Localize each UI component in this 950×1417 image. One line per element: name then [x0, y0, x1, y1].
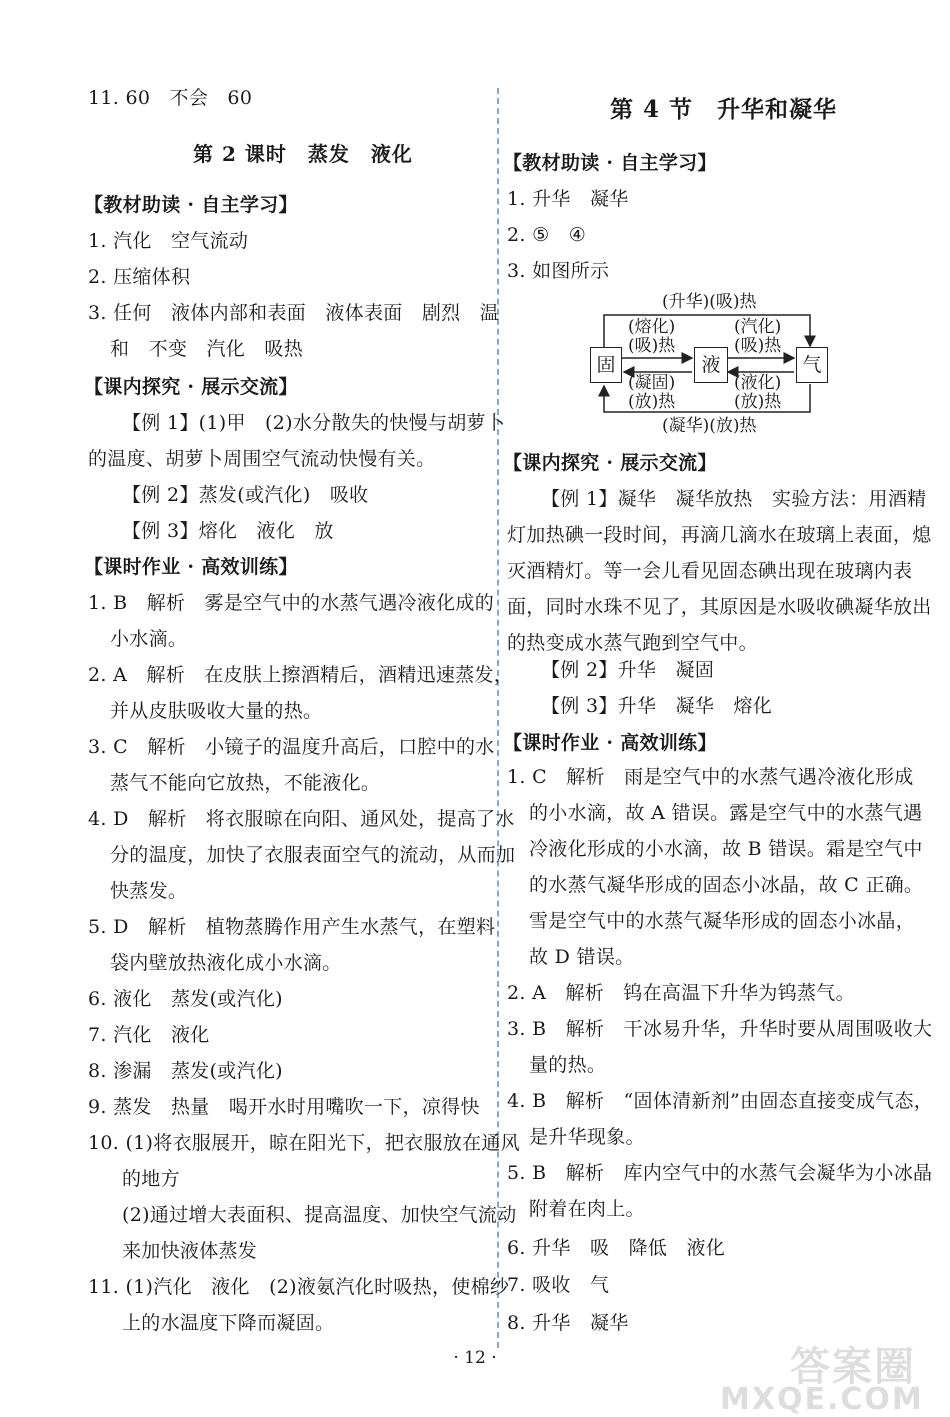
- label-melting: (熔化): [628, 317, 676, 337]
- example-line: 面，同时水珠不见了，其原因是水吸收碘凝华放出: [507, 596, 932, 618]
- question-line: 的小水滴，故 A 错误。露是空气中的水蒸气遇: [529, 802, 923, 824]
- page-number: · 12 ·: [453, 1348, 497, 1368]
- answer-line: 2. 压缩体积: [88, 266, 191, 288]
- question-line: 2. A 解析 在皮肤上擦酒精后，酒精迅速蒸发，: [88, 664, 514, 686]
- phase-change-diagram: [590, 290, 830, 440]
- example-line: 灭酒精灯。等一会儿看见固态碘出现在玻璃内表: [507, 560, 913, 582]
- state-liquid: 液: [694, 347, 728, 383]
- label-sublimation: (升华)(吸)热: [662, 292, 757, 312]
- question-line: 快蒸发。: [110, 880, 188, 902]
- example-line: 【例 2】蒸发(或汽化) 吸收: [122, 484, 369, 506]
- question-line: 11. (1)汽化 液化 (2)液氨汽化时吸热，使棉纱: [88, 1276, 510, 1298]
- question-line: 2. A 解析 钨在高温下升华为钨蒸气。: [507, 982, 855, 1004]
- example-line: 【例 3】升华 凝华 熔化: [541, 695, 773, 717]
- heading-study: 【教材助读 · 自主学习】: [84, 194, 298, 216]
- question-line: 7. 汽化 液化: [88, 1024, 210, 1046]
- label-condensation: (液化): [734, 373, 782, 393]
- question-line: 5. D 解析 植物蒸腾作用产生水蒸气，在塑料: [88, 916, 496, 938]
- question-line: 6. 液化 蒸发(或汽化): [88, 988, 283, 1010]
- question-line: 小水滴。: [110, 628, 188, 650]
- section-title: 第 4 节 升华和凝华: [610, 96, 838, 123]
- heading-homework: 【课时作业 · 高效训练】: [503, 732, 717, 754]
- answer-line: 1. 汽化 空气流动: [88, 230, 249, 252]
- question-line: 7. 吸收 气: [507, 1274, 610, 1296]
- heading-explore: 【课内探究 · 展示交流】: [84, 376, 298, 398]
- example-line: 【例 1】凝华 凝华放热 实验方法：用酒精: [541, 488, 927, 510]
- label-freezing: (凝固): [628, 373, 676, 393]
- question-line: 并从皮肤吸收大量的热。: [110, 700, 323, 722]
- answer-line: 3. 如图所示: [507, 260, 610, 282]
- question-line: 4. B 解析 “固体清新剂”由固态直接变成气态，: [507, 1090, 934, 1112]
- top-answer: 11. 60 不会 60: [88, 87, 253, 109]
- question-line: 附着在肉上。: [529, 1198, 645, 1220]
- label-vaporization: (汽化): [734, 317, 782, 337]
- example-line: 【例 2】升华 凝固: [541, 659, 715, 681]
- question-line: 1. B 解析 雾是空气中的水蒸气遇冷液化成的: [88, 592, 495, 614]
- label-vaporization-heat: (吸)热: [734, 336, 782, 356]
- state-solid: 固: [590, 347, 622, 383]
- label-condensation-heat: (放)热: [734, 392, 782, 412]
- watermark-url: MXQE.COM: [720, 1382, 924, 1417]
- example-line: 【例 3】熔化 液化 放: [122, 520, 334, 542]
- heading-homework: 【课时作业 · 高效训练】: [84, 556, 298, 578]
- answer-line: 2. ⑤ ④: [507, 224, 587, 246]
- question-line: 4. D 解析 将衣服晾在向阳、通风处，提高了水: [88, 808, 515, 830]
- section-title: 第 2 课时 蒸发 液化: [193, 142, 413, 166]
- question-line: 来加快液体蒸发: [122, 1240, 258, 1262]
- label-deposition: (凝华)(放)热: [662, 416, 757, 436]
- question-line: 8. 升华 凝华: [507, 1312, 629, 1334]
- question-line: 袋内壁放热液化成小水滴。: [110, 952, 342, 974]
- watermark-logo: 答案圈: [790, 1344, 916, 1390]
- example-line: 的热变成水蒸气跑到空气中。: [507, 632, 758, 654]
- heading-explore: 【课内探究 · 展示交流】: [503, 452, 717, 474]
- answer-line: 和 不变 汽化 吸热: [110, 338, 304, 360]
- answer-line: 3. 任何 液体内部和表面 液体表面 剧烈 温: [88, 302, 500, 324]
- question-line: 分的温度，加快了衣服表面空气的流动，从而加: [110, 844, 516, 866]
- question-line: 3. B 解析 干冰易升华，升华时要从周围吸收大: [507, 1018, 933, 1040]
- question-line: 量的热。: [529, 1054, 607, 1076]
- example-line: 灯加热碘一段时间，再滴几滴水在玻璃上表面，熄: [507, 524, 932, 546]
- question-line: 是升华现象。: [529, 1126, 645, 1148]
- question-line: 上的水温度下降而凝固。: [122, 1312, 335, 1334]
- question-line: 1. C 解析 雨是空气中的水蒸气遇冷液化形成: [507, 766, 914, 788]
- question-line: 冷液化形成的小水滴，故 B 错误。霜是空气中: [529, 838, 923, 860]
- question-line: 3. C 解析 小镜子的温度升高后，口腔中的水: [88, 736, 495, 758]
- question-line: (2)通过增大表面积、提高温度、加快空气流动: [122, 1204, 517, 1226]
- question-line: 6. 升华 吸 降低 液化: [507, 1237, 726, 1259]
- label-melting-heat: (吸)热: [628, 336, 676, 356]
- question-line: 雪是空气中的水蒸气凝华形成的固态小冰晶，: [529, 910, 916, 932]
- question-line: 8. 渗漏 蒸发(或汽化): [88, 1060, 283, 1082]
- question-line: 9. 蒸发 热量 喝开水时用嘴吹一下，凉得快: [88, 1096, 480, 1118]
- question-line: 5. B 解析 库内空气中的水蒸气会凝华为小冰晶: [507, 1162, 933, 1184]
- example-line: 【例 1】(1)甲 (2)水分散失的快慢与胡萝卜: [122, 412, 506, 434]
- state-gas: 气: [796, 347, 828, 383]
- question-line: 的地方: [122, 1168, 180, 1190]
- label-freezing-heat: (放)热: [628, 392, 676, 412]
- question-line: 的水蒸气凝华形成的固态小冰晶，故 C 正确。: [529, 874, 924, 896]
- heading-study: 【教材助读 · 自主学习】: [503, 152, 717, 174]
- column-divider: [497, 88, 499, 1348]
- question-line: 故 D 错误。: [529, 946, 635, 968]
- question-line: 蒸气不能向它放热，不能液化。: [110, 772, 381, 794]
- question-line: 10. (1)将衣服展开，晾在阳光下，把衣服放在通风: [88, 1132, 520, 1154]
- example-line: 的温度、胡萝卜周围空气流动快慢有关。: [88, 448, 436, 470]
- answer-line: 1. 升华 凝华: [507, 188, 629, 210]
